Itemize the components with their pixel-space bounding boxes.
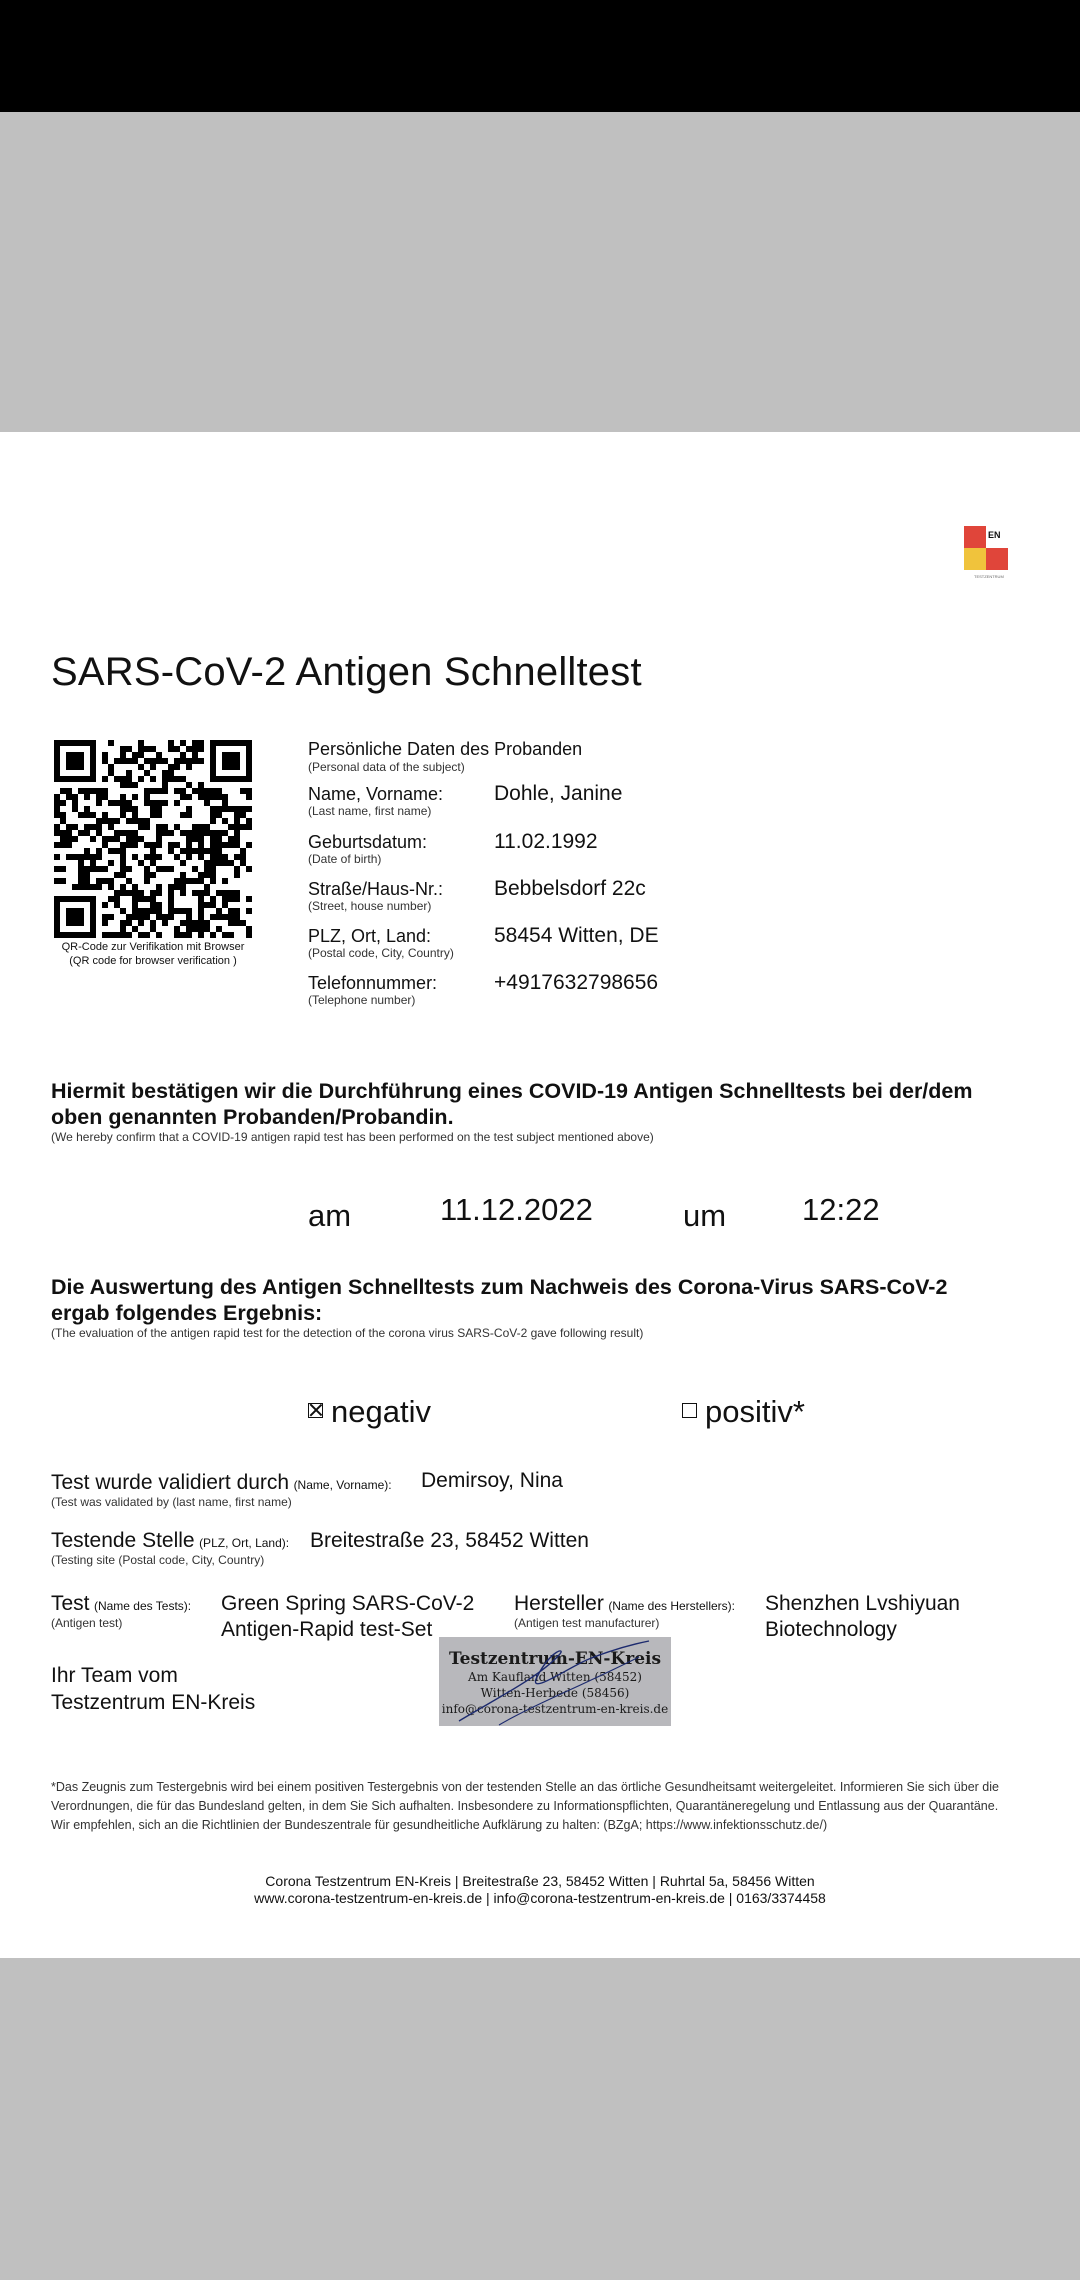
personal-field-phone bbox=[308, 973, 437, 1007]
field-label: Straße/Haus-Nr.: bbox=[308, 879, 444, 899]
evaluation-en: (The evaluation of the antigen rapid test for the detection of the corona virus SARS-CoV-2 gave following result) bbox=[51, 1326, 644, 1340]
stamp-line1: Testzentrum-EN-Kreis bbox=[448, 1649, 662, 1669]
field-value-street: Bebbelsdorf 22c bbox=[494, 877, 646, 900]
evaluation-statement bbox=[51, 1274, 947, 1340]
manufacturer-value bbox=[765, 1591, 960, 1643]
positive-checkbox-unchecked[interactable] bbox=[682, 1403, 697, 1418]
footer-line2: www.corona-testzentrum-en-kreis.de | info@corona-testzentrum-en-kreis.de | 0163/3374458 bbox=[254, 1890, 826, 1906]
qr-caption-en: (QR code for browser verification ) bbox=[69, 955, 237, 967]
confirm-line2: oben genannten Probanden/Probandin. bbox=[51, 1105, 454, 1129]
page-title: SARS-CoV-2 Antigen Schnelltest bbox=[51, 650, 642, 694]
footnote-line3: Wir empfehlen, sich an die Richtlinien der Bundeszentrale für gesundheitliche Aufklärung zu halten: (BZgA; https://www.infektionsschutz.de/) bbox=[51, 1818, 828, 1832]
test-time: 12:22 bbox=[802, 1192, 880, 1227]
footnote-line1: *Das Zeugnis zum Testergebnis wird bei einem positiven Testergebnis von der testenden Stelle an das örtliche Gesundheitsamt weitergeleitet. Informieren Sie sich über die bbox=[51, 1780, 999, 1794]
validated-label: Test wurde validiert durch bbox=[51, 1471, 290, 1494]
stamp-line3: Witten-Herbede (58456) bbox=[480, 1686, 630, 1700]
stamp-line2: Am Kaufland Witten (58452) bbox=[468, 1670, 642, 1684]
evaluation-line1: Die Auswertung des Antigen Schnelltests zum Nachweis des Corona-Virus SARS-CoV-2 bbox=[51, 1275, 948, 1299]
site-label: Testende Stelle bbox=[51, 1529, 195, 1552]
footnote-line2: Verordnungen, die für das Bundesland gelten, in dem Sie Sich aufhalten. Insbesondere zu Informationspflichten, Quarantäneregelung und Entlassung aus der Quarantäne. bbox=[51, 1799, 999, 1813]
test-value bbox=[221, 1591, 474, 1643]
signature-icon bbox=[439, 1637, 671, 1726]
negative-checkbox-checked[interactable] bbox=[308, 1403, 323, 1418]
evaluation-line2: ergab folgendes Ergebnis: bbox=[51, 1301, 323, 1325]
field-value-phone: +4917632798656 bbox=[494, 971, 659, 994]
qr-caption-de: QR-Code zur Verifikation mit Browser bbox=[61, 941, 245, 953]
site-label-small: (PLZ, Ort, Land): bbox=[199, 1536, 290, 1550]
personal-heading-en: (Personal data of the subject) bbox=[308, 760, 465, 774]
top-black-bar bbox=[0, 0, 1080, 112]
time-label: um bbox=[683, 1198, 727, 1233]
logo-subtext: TESTZENTRUM bbox=[974, 574, 1004, 579]
team-signoff bbox=[51, 1662, 255, 1716]
testing-site bbox=[51, 1529, 289, 1567]
test-label-small: (Name des Tests): bbox=[93, 1599, 192, 1613]
field-label: Geburtsdatum: bbox=[308, 832, 428, 852]
personal-field-name bbox=[308, 784, 443, 818]
test-date: 11.12.2022 bbox=[440, 1192, 593, 1227]
manufacturer bbox=[514, 1592, 735, 1630]
logo-square-yellow bbox=[964, 548, 986, 570]
qr-caption bbox=[40, 940, 266, 968]
manufacturer-value-line2: Biotechnology bbox=[765, 1618, 897, 1641]
field-label: Telefonnummer: bbox=[308, 973, 438, 993]
date-label: am bbox=[308, 1198, 352, 1233]
field-label-en: (Date of birth) bbox=[308, 852, 382, 866]
logo-square-red-top bbox=[964, 526, 986, 548]
field-label: Name, Vorname: bbox=[308, 784, 444, 804]
field-label-en: (Last name, first name) bbox=[308, 804, 432, 818]
field-label-en: (Telephone number) bbox=[308, 993, 416, 1007]
test-name bbox=[51, 1592, 191, 1630]
positive-label: positiv* bbox=[705, 1394, 805, 1429]
test-label-en: (Antigen test) bbox=[51, 1616, 123, 1630]
test-value-line1: Green Spring SARS-CoV-2 bbox=[221, 1592, 475, 1615]
personal-field-postal bbox=[308, 926, 454, 960]
personal-field-birthdate bbox=[308, 832, 427, 866]
personal-heading-de: Persönliche Daten des Probanden bbox=[308, 739, 583, 759]
manufacturer-label-en: (Antigen test manufacturer) bbox=[514, 1616, 660, 1630]
test-value-line2: Antigen-Rapid test-Set bbox=[221, 1618, 433, 1641]
stamp-line4: info@corona-testzentrum-en-kreis.de bbox=[441, 1702, 669, 1716]
personal-data-heading bbox=[308, 739, 582, 774]
validated-label-en: (Test was validated by (last name, first name) bbox=[51, 1495, 292, 1509]
negative-label: negativ bbox=[331, 1394, 431, 1429]
field-label-en: (Postal code, City, Country) bbox=[308, 946, 454, 960]
qr-code-icon[interactable] bbox=[54, 740, 252, 938]
confirm-en: (We hereby confirm that a COVID-19 antigen rapid test has been performed on the test subject mentioned above) bbox=[51, 1130, 654, 1144]
page-footer bbox=[0, 1873, 1080, 1907]
team-line1: Ihr Team vom bbox=[51, 1664, 178, 1687]
logo-square-red-bottom bbox=[986, 548, 1008, 570]
personal-field-street bbox=[308, 879, 443, 913]
footnote bbox=[51, 1778, 999, 1835]
field-label: PLZ, Ort, Land: bbox=[308, 926, 432, 946]
manufacturer-value-line1: Shenzhen Lvshiyuan bbox=[765, 1592, 960, 1615]
logo-text: EN bbox=[988, 530, 1001, 540]
field-label-en: (Street, house number) bbox=[308, 899, 432, 913]
footer-line1: Corona Testzentrum EN-Kreis | Breitestraße 23, 58452 Witten | Ruhrtal 5a, 58456 Witten bbox=[265, 1873, 815, 1889]
validated-value: Demirsoy, Nina bbox=[421, 1469, 563, 1492]
validated-label-small: (Name, Vorname): bbox=[293, 1478, 392, 1492]
field-value-postal: 58454 Witten, DE bbox=[494, 924, 659, 947]
site-value: Breitestraße 23, 58452 Witten bbox=[310, 1529, 589, 1552]
manufacturer-label-small: (Name des Herstellers): bbox=[608, 1599, 736, 1613]
company-stamp bbox=[439, 1637, 671, 1726]
field-value-name: Dohle, Janine bbox=[494, 782, 623, 805]
result-positive bbox=[682, 1394, 805, 1430]
manufacturer-label: Hersteller bbox=[514, 1592, 604, 1615]
result-negative bbox=[308, 1394, 431, 1430]
site-label-en: (Testing site (Postal code, City, Country) bbox=[51, 1553, 265, 1567]
certificate-document bbox=[0, 432, 1080, 1958]
field-value-birthdate: 11.02.1992 bbox=[494, 830, 598, 853]
validated-by bbox=[51, 1471, 392, 1509]
confirmation-statement bbox=[51, 1078, 973, 1144]
test-label: Test bbox=[51, 1592, 90, 1615]
team-line2: Testzentrum EN-Kreis bbox=[51, 1691, 256, 1714]
confirm-line1: Hiermit bestätigen wir die Durchführung eines COVID-19 Antigen Schnelltests bei der/dem bbox=[51, 1079, 973, 1103]
testzentrum-logo bbox=[940, 466, 1040, 579]
